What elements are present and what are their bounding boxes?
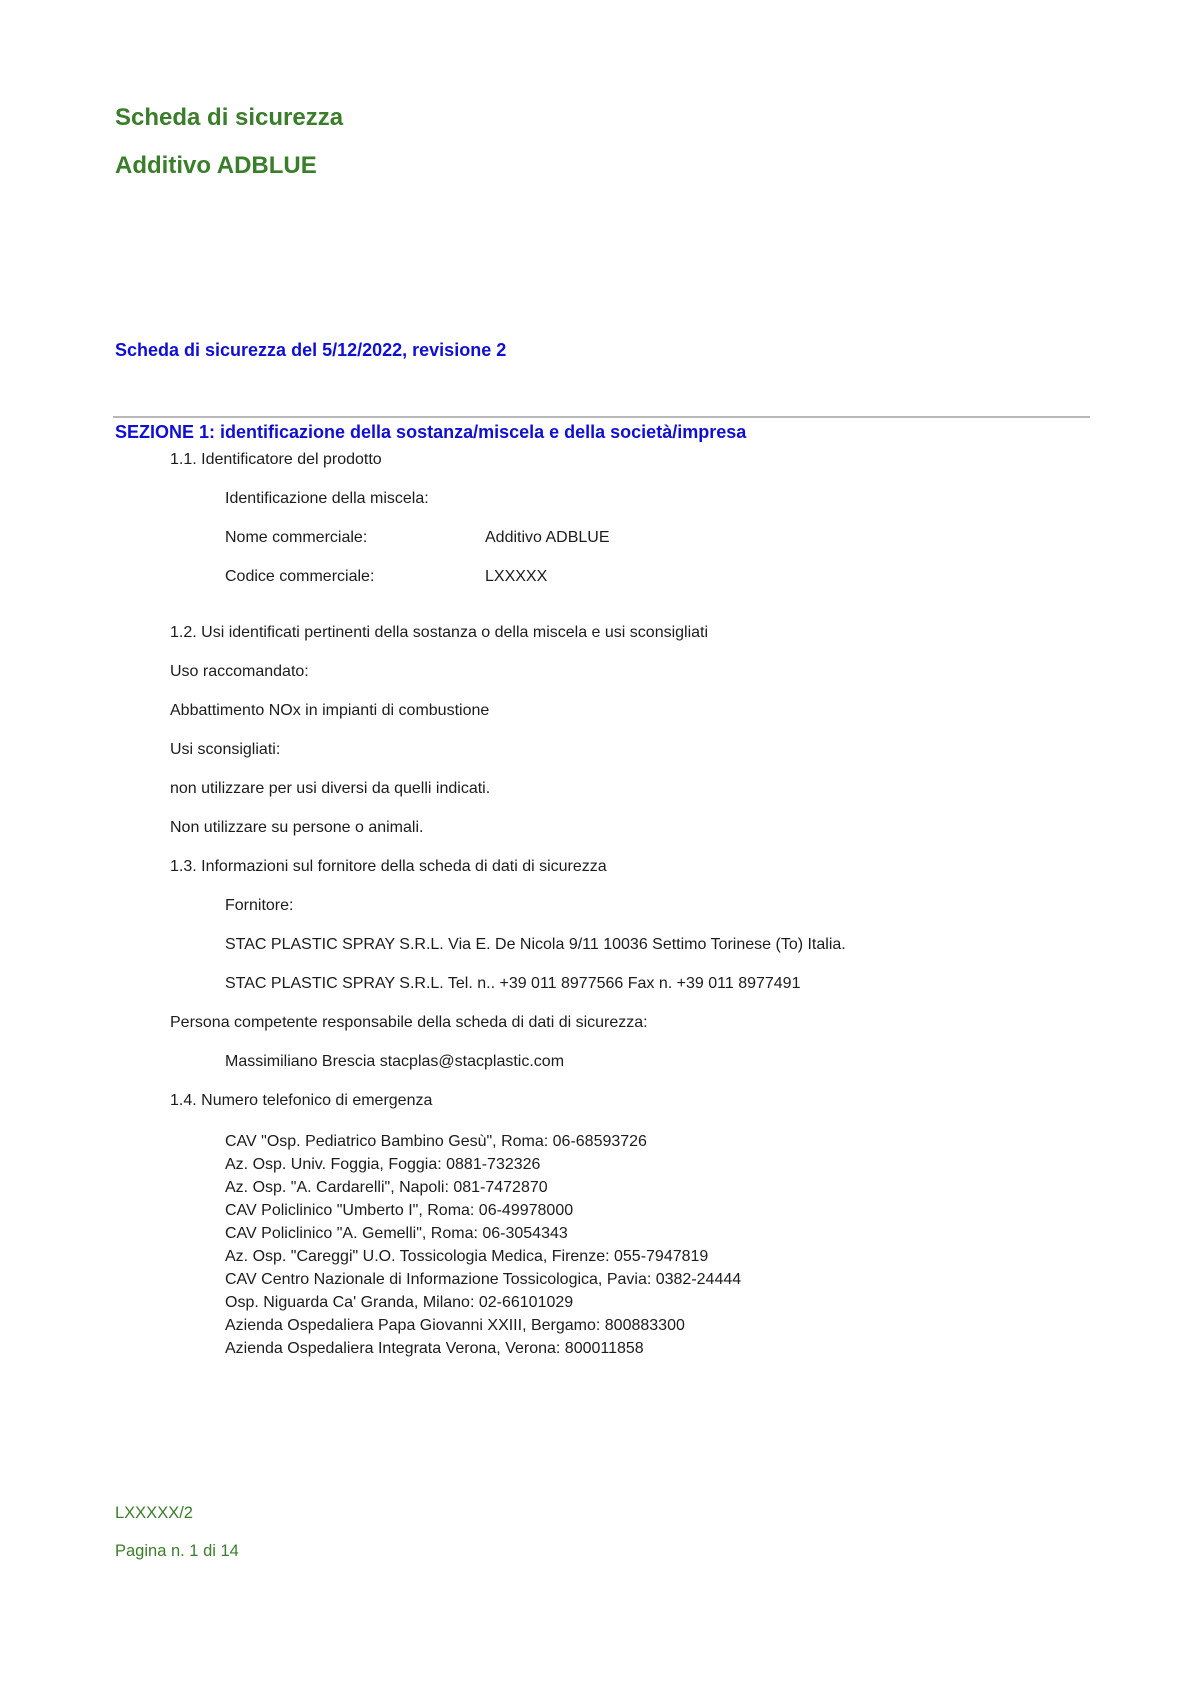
emergency-number-item: CAV Policlinico "Umberto I", Roma: 06-49978000 <box>225 1202 574 1219</box>
emergency-numbers-list <box>225 1130 1090 1360</box>
supplier-label: Fornitore: <box>225 897 294 914</box>
trade-name-row <box>115 528 1090 548</box>
subsection-1-1-heading: 1.1. Identificatore del prodotto <box>170 451 382 468</box>
emergency-number-item: CAV Policlinico "A. Gemelli", Roma: 06-3054343 <box>225 1225 568 1242</box>
section-divider-rule <box>113 416 1090 418</box>
section-1-header: SEZIONE 1: identificazione della sostanza/miscela e della società/impresa <box>115 422 747 442</box>
trade-name-value: Additivo ADBLUE <box>485 529 610 546</box>
revision-line: Scheda di sicurezza del 5/12/2022, revisione 2 <box>115 340 507 360</box>
recommended-use-text: Abbattimento NOx in impianti di combustione <box>170 702 490 719</box>
responsible-person-text: Massimiliano Brescia stacplas@stacplastic.com <box>225 1053 565 1070</box>
footer-page-number: Pagina n. 1 di 14 <box>115 1542 239 1560</box>
emergency-number-item: Az. Osp. Univ. Foggia, Foggia: 0881-732326 <box>225 1156 541 1173</box>
commercial-code-value: LXXXXX <box>485 568 548 585</box>
emergency-number-item: Osp. Niguarda Ca' Granda, Milano: 02-66101029 <box>225 1294 574 1311</box>
subsection-1-3-heading: 1.3. Informazioni sul fornitore della scheda di dati di sicurezza <box>170 858 607 875</box>
mixture-identification-label: Identificazione della miscela: <box>225 490 429 507</box>
emergency-number-item: Az. Osp. "Careggi" U.O. Tossicologia Medica, Firenze: 055-7947819 <box>225 1248 709 1265</box>
emergency-number-item: Az. Osp. "A. Cardarelli", Napoli: 081-7472870 <box>225 1179 548 1196</box>
document-title: Scheda di sicurezza <box>115 104 344 131</box>
emergency-number-item: CAV Centro Nazionale di Informazione Tossicologica, Pavia: 0382-24444 <box>225 1271 742 1288</box>
emergency-number-item: Azienda Ospedaliera Papa Giovanni XXIII, Bergamo: 800883300 <box>225 1317 685 1334</box>
document-subtitle: Additivo ADBLUE <box>115 152 317 179</box>
advised-against-label: Usi sconsigliati: <box>170 741 281 758</box>
recommended-use-label: Uso raccomandato: <box>170 663 309 680</box>
emergency-number-item: Azienda Ospedaliera Integrata Verona, Verona: 800011858 <box>225 1340 644 1357</box>
advised-against-text-1: non utilizzare per usi diversi da quelli indicati. <box>170 780 491 797</box>
advised-against-text-2: Non utilizzare su persone o animali. <box>170 819 424 836</box>
commercial-code-label: Codice commerciale: <box>225 568 375 585</box>
emergency-number-item: CAV "Osp. Pediatrico Bambino Gesù", Roma: 06-68593726 <box>225 1133 647 1150</box>
trade-name-label: Nome commerciale: <box>225 529 368 546</box>
subsection-1-4-heading: 1.4. Numero telefonico di emergenza <box>170 1092 433 1109</box>
subsection-1-2-heading: 1.2. Usi identificati pertinenti della sostanza o della miscela e usi sconsigliati <box>170 624 709 641</box>
responsible-person-label: Persona competente responsabile della scheda di dati di sicurezza: <box>170 1014 648 1031</box>
supplier-address: STAC PLASTIC SPRAY S.R.L. Via E. De Nicola 9/11 10036 Settimo Torinese (To) Italia. <box>225 936 846 953</box>
commercial-code-row <box>115 567 1090 587</box>
section-1-content <box>115 450 1090 1360</box>
footer-document-code: LXXXXX/2 <box>115 1504 193 1522</box>
supplier-phone: STAC PLASTIC SPRAY S.R.L. Tel. n.. +39 011 8977566 Fax n. +39 011 8977491 <box>225 975 801 992</box>
